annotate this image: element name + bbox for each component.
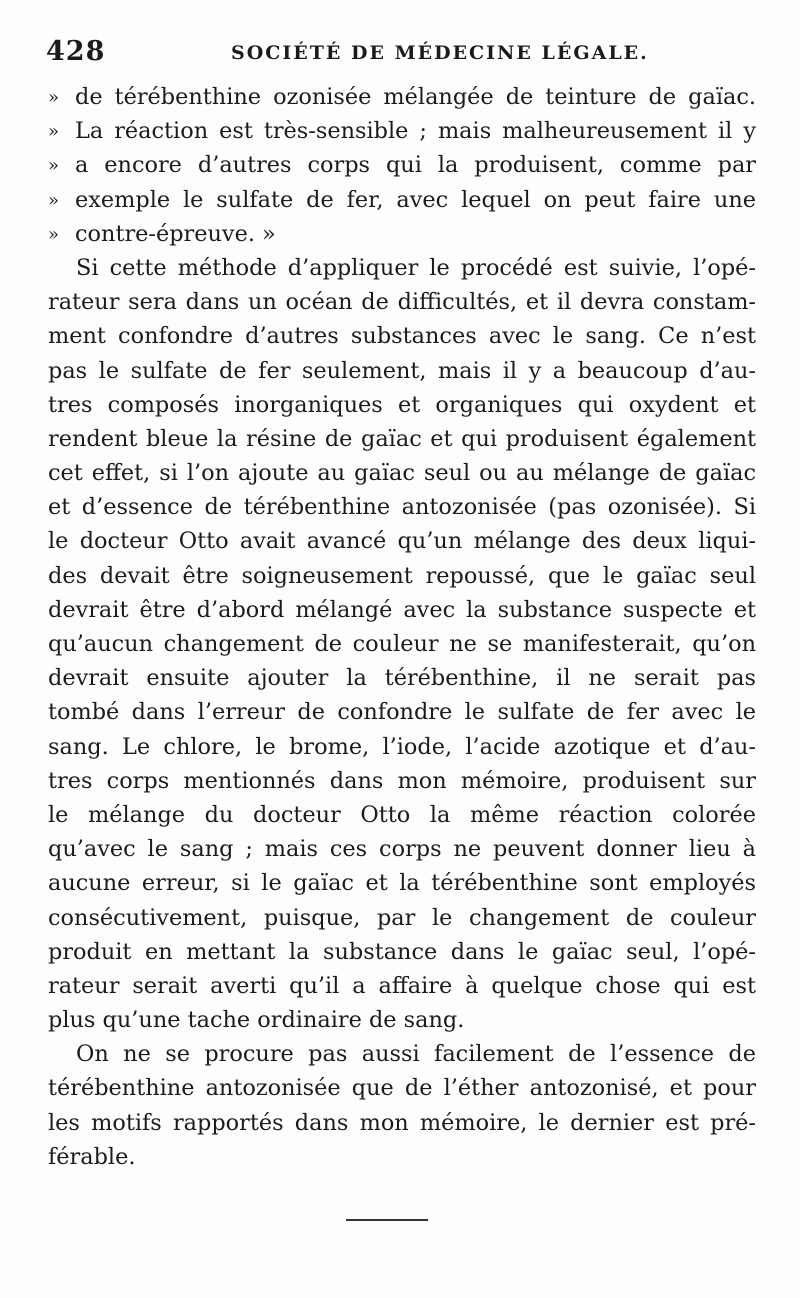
running-head <box>46 36 754 70</box>
text-line: et d’essence de térébenthine antozonisée (pas ozonisée). Si <box>48 494 756 521</box>
text-line: rateur serait averti qu’il a affaire à quelque chose qui est <box>48 972 756 999</box>
paragraph-1 <box>48 251 756 1037</box>
text-line: On ne se procure pas aussi facilement de l’essence de <box>76 1041 756 1068</box>
running-title: SOCIÉTÉ DE MÉDECINE LÉGALE. <box>231 42 649 64</box>
text-line: le mélange du docteur Otto la même réaction colorée <box>48 801 756 828</box>
quote-line <box>48 80 756 114</box>
body-text <box>48 80 756 1174</box>
text-line: térébenthine antozonisée que de l’éther antozonisé, et pour <box>48 1075 756 1102</box>
text-line: qu’aucun changement de couleur ne se manifesterait, qu’on <box>48 631 756 657</box>
paragraph-2 <box>48 1037 756 1174</box>
text-line: des devait être soigneusement repoussé, que le gaïac seul <box>48 562 756 589</box>
quote-line <box>48 217 756 251</box>
text-line: les motifs rapportés dans mon mémoire, le dernier est pré- <box>48 1109 756 1136</box>
text-line: sang. Le chlore, le brome, l’iode, l’acide azotique et d’au- <box>48 733 756 760</box>
guillemet-mark: » <box>48 155 60 177</box>
closing-rule <box>346 1219 428 1221</box>
text-line: cet effet, si l’on ajoute au gaïac seul ou au mélange de gaïac <box>48 460 756 487</box>
text-line: ment confondre d’autres substances avec le sang. Ce n’est <box>48 323 756 350</box>
text-line: plus qu’une tache ordinaire de sang. <box>48 1007 465 1034</box>
quote-line <box>48 148 756 182</box>
quote-line-text: a encore d’autres corps qui la produisent, comme par <box>75 152 756 179</box>
quotation-block <box>48 80 756 251</box>
text-line: férable. <box>48 1143 136 1170</box>
text-line: qu’avec le sang ; mais ces corps ne peuvent donner lieu à <box>48 836 756 863</box>
quote-line-text: La réaction est très-sensible ; mais malheureusement il y <box>75 118 756 145</box>
guillemet-mark: » <box>48 189 60 211</box>
text-line: tres composés inorganiques et organiques qui oxydent et <box>48 391 756 418</box>
text-line: Si cette méthode d’appliquer le procédé est suivie, l’opé- <box>76 254 756 281</box>
text-line: le docteur Otto avait avancé qu’un mélange des deux liqui- <box>48 528 756 555</box>
text-line: pas le sulfate de fer seulement, mais il y a beaucoup d’au- <box>48 357 756 384</box>
text-line: produit en mettant la substance dans le gaïac seul, l’opé- <box>48 938 756 965</box>
page-number: 428 <box>46 36 106 67</box>
text-line: rendent bleue la résine de gaïac et qui produisent également <box>48 425 756 452</box>
guillemet-mark: » <box>48 121 60 143</box>
quote-line-text: exemple le sulfate de fer, avec lequel on peut faire une <box>75 186 756 213</box>
text-line: tombé dans l’erreur de confondre le sulfate de fer avec le <box>48 699 756 726</box>
text-line: aucune erreur, si le gaïac et la térébenthine sont employés <box>48 870 756 897</box>
quote-line-text: contre-épreuve. » <box>75 220 276 247</box>
guillemet-mark: » <box>48 87 60 108</box>
guillemet-mark: » <box>48 223 60 245</box>
quote-line-text: de térébenthine ozonisée mélangée de teinture de gaïac. <box>75 84 756 110</box>
quote-line <box>48 114 756 148</box>
text-line: devrait être d’abord mélangé avec la substance suspecte et <box>48 596 756 623</box>
text-line: tres corps mentionnés dans mon mémoire, produisent sur <box>48 767 756 794</box>
quote-line <box>48 183 756 217</box>
text-line: devrait ensuite ajouter la térébenthine, il ne serait pas <box>48 665 756 692</box>
text-line: consécutivement, puisque, par le changement de couleur <box>48 904 756 931</box>
text-line: rateur sera dans un océan de difficultés, et il devra constam- <box>48 289 756 316</box>
